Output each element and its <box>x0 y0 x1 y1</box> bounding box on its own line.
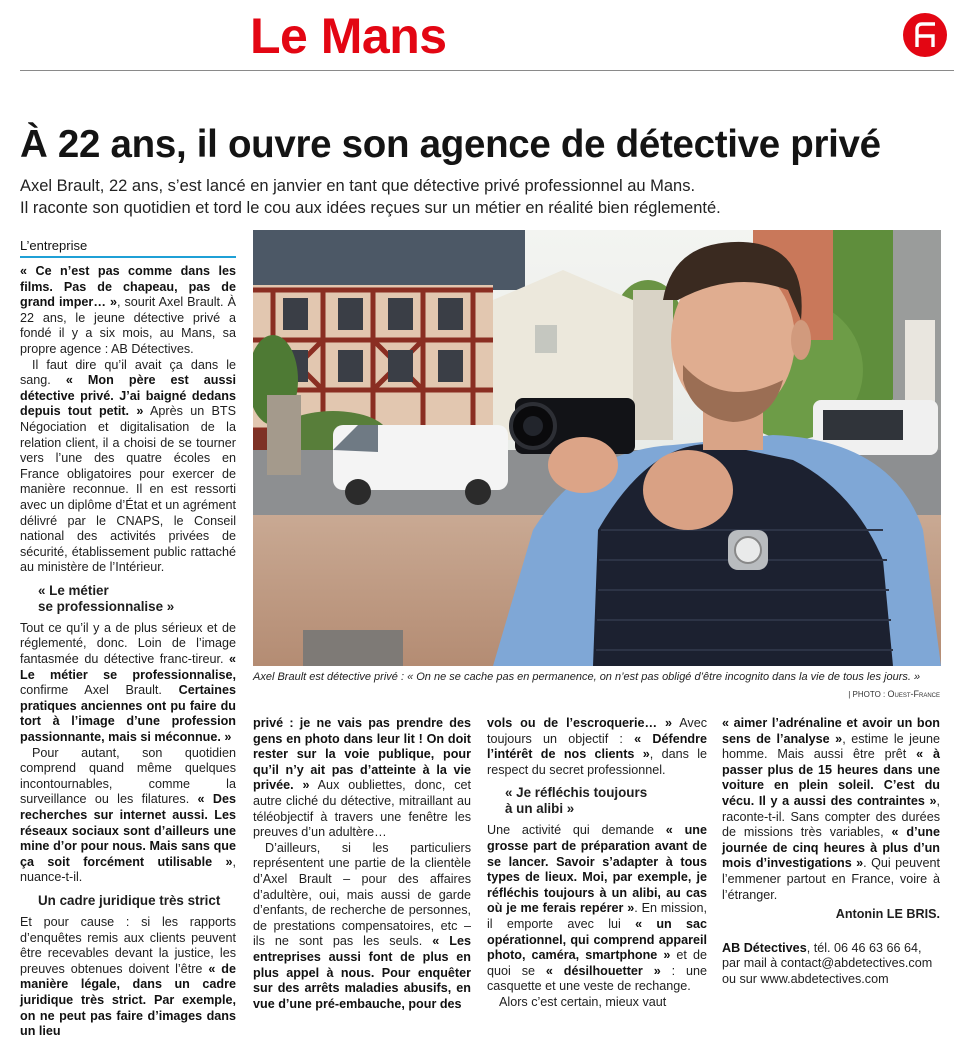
photo-credit: | PHOTO : Ouest-France <box>848 689 940 699</box>
contact-info: AB Détectives, tél. 06 46 63 66 64, par mail à contact@abdetectives.com ou sur www.abdetectives.com <box>722 940 933 986</box>
lead-line-2: Il raconte son quotidien et tord le cou aux idées reçues sur un métier en réalité bien réglementé. <box>20 199 721 217</box>
article-column-3: vols ou de l’escroquerie… » Avec toujours un objectif : « Défendre l’intérêt de nos clients », dans le respect du secret professionnel. « Je réfléchis toujours à un alibi » Une activité qui demande « une grosse part de préparation avant de se lancer. Savoir s’adapter à tous types de lieux. Moi, par exemple, je réfléchis toujours à un alibi, au cas où je me ferais repérer ». En mission, il emporte avec lui « un sac opérationnel, qui comprend appareil photo, caméra, smartphone » et de quoi se « désilhouetter » : une casquette et une veste de rechange. Alors c’est certain, mieux vaut <box>487 716 708 1009</box>
ouest-france-logo-icon <box>902 12 948 58</box>
rubric-underline <box>20 256 236 258</box>
subheading-2: Un cadre juridique très strict <box>38 892 221 908</box>
photo-illustration <box>253 230 941 666</box>
article-column-1: « Ce n’est pas comme dans les films. Pas de chapeau, pas de grand imper… », sourit Axel Brault. À 22 ans, le jeune détective privé a fondé il y a six mois, au Mans, sa propre agence : AB Détectives. Il faut dire qu’il avait ça dans le sang. « Mon père est aussi détective privé. J’ai baigné dedans depuis tout petit. » Après un BTS Négociation et digitalisation de la relation client, il a choisi de se tourner vers l’une des quatre écoles en France obligatoires pour exercer de manière reconnue. Il en est ressorti avec un diplôme d’État et un agrément délivré par le CNAPS, le Conseil national des activités privées de sécurité, établissement public rattaché au ministère de l’Intérieur. « Le métier se professionnalise » Tout ce qu’il y a de plus sérieux et de réglementé, donc. Loin de l’image fantasmée du détective franc-tireur. « Le métier se professionnalise, confirme Axel Brault. Certaines pratiques anciennes ont pu faire du tort à l’image d’une profession passionnante, mais si méconnue. » Pour autant, son quotidien comprend quand même quelques incontournables, comme la surveillance ou les filatures. « Des recherches sur internet aussi. Les réseaux sociaux sont d’ailleurs une mine d’or pour nous. Mais sans que ça soit forcément utilisable », nuance-t-il. Un cadre juridique très strict Et pour cause : si les rapports d’enquêtes remis aux clients peuvent être recevables devant la justice, les preuves obtenues doivent l’être « de manière légale, dans un cadre juridique très strict. Par exemple, on ne peut pas faire d’images dans un lieu <box>20 264 236 1039</box>
subheading-1: « Le métier se professionnalise » <box>38 582 175 614</box>
article-headline: À 22 ans, il ouvre son agence de détective privé <box>20 123 881 166</box>
rubric-label: L’entreprise <box>20 238 88 253</box>
header-rule <box>20 70 954 71</box>
author-signature: Antonin LE BRIS. <box>835 907 940 922</box>
lead-line-1: Axel Brault, 22 ans, s’est lancé en janvier en tant que détective privé professionnel au Mans. <box>20 177 696 195</box>
subheading-3: « Je réfléchis toujours à un alibi » <box>505 785 648 817</box>
article-column-4: « aimer l’adrénaline et avoir un bon sens de l’analyse », estime le jeune homme. Mais aussi être prêt « à passer plus de 15 heures dans une voiture en plein soleil. C’est du vécu. Il y a aussi des contraintes », raconte-t-il. Sans compter des durées de missions très variables, « d’une journée de cinq heures à plus d’un mois d’investigations ». Qui peuvent l’emmener partout en France, voire à l’étranger. Antonin LE BRIS. AB Détectives, tél. 06 46 63 66 64, par mail à contact@abdetectives.com ou sur www.abdetectives.com <box>722 716 940 986</box>
city-title: Le Mans <box>250 8 447 64</box>
article-column-2: privé : je ne vais pas prendre des gens en photo dans leur lit ! On doit rester sur la voie publique, pour qu’il n’y ait pas d’atteinte à la vie privée. » Aux oubliettes, donc, cet autre cliché du détective, mitraillant au téléobjectif à travers une fenêtre les preuves d’un adultère… D’ailleurs, si les particuliers représentent une partie de la clientèle d’Axel Brault – pour des affaires d’adultère, oui, mais aussi de garde d’enfants, de recherche de personnes, de prestations compensatoires, etc – ils ne sont pas les seuls. « Les entreprises aussi font de plus en plus appel à nous. Pour enquêter sur des arrêts maladies abusifs, en vue d’une pré-embauche, pour des <box>253 716 471 1011</box>
article-photo <box>253 230 941 666</box>
photo-caption: Axel Brault est détective privé : « On ne se cache pas en permanence, on n’est pas obligé d’être incognito dans la vie de tous les jours. » <box>253 671 921 683</box>
